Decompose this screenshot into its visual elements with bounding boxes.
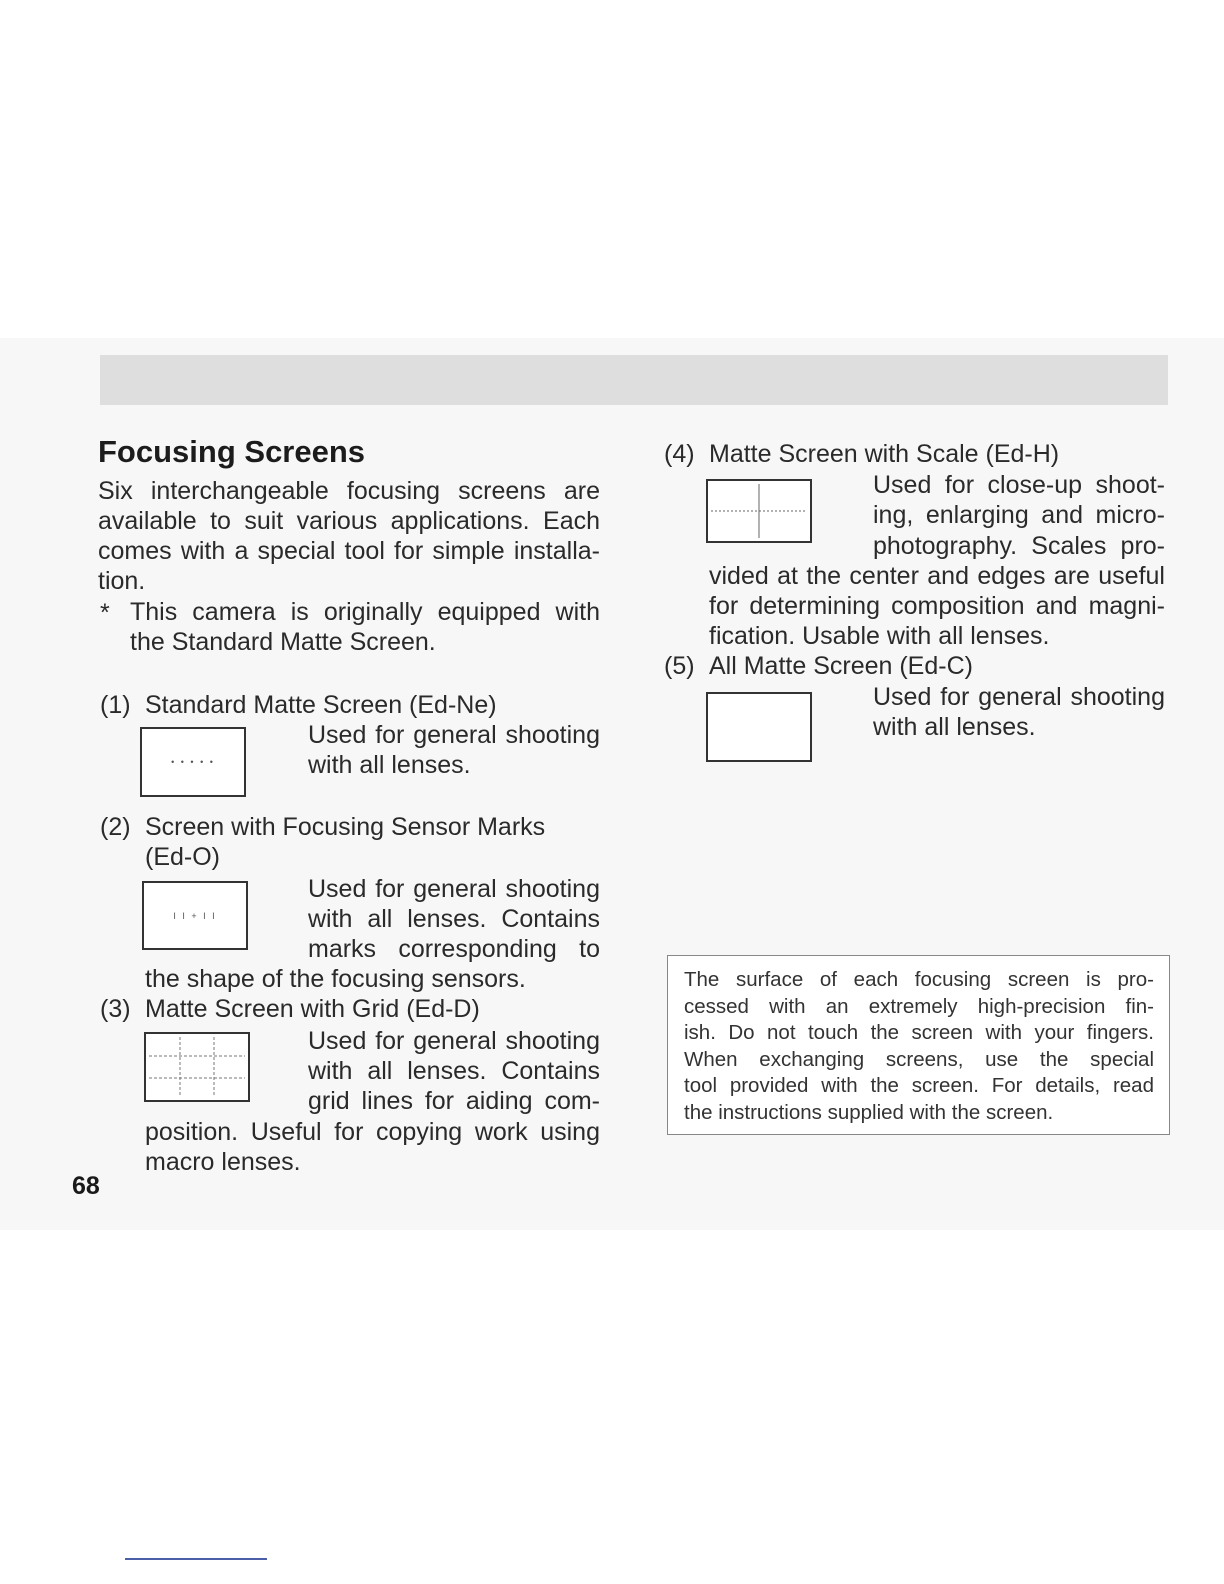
footnote-line: the Standard Matte Screen. xyxy=(130,628,436,656)
screen-3-desc: with all lenses. Contains xyxy=(308,1057,600,1085)
screen-5-diagram xyxy=(706,692,812,762)
screen-3-desc: grid lines for aiding com- xyxy=(308,1087,600,1115)
note-line: the instructions supplied with the screen. xyxy=(684,1100,1054,1124)
screen-2-desc: marks corresponding to xyxy=(308,935,600,963)
grid-lines-icon xyxy=(146,1034,248,1100)
intro-line: Six interchangeable focusing screens are xyxy=(98,477,600,505)
screen-4-desc: Used for close-up shoot- xyxy=(873,471,1165,499)
screen-2-desc: the shape of the focusing sensors. xyxy=(145,965,526,993)
screen-3-diagram xyxy=(144,1032,250,1102)
screen-3-number: (3) xyxy=(100,995,131,1023)
footer-rule xyxy=(125,1558,267,1560)
precaution-note-box xyxy=(667,955,1170,1135)
screen-5-desc: Used for general shooting xyxy=(873,683,1165,711)
scale-lines-icon xyxy=(708,481,810,541)
screen-4-desc: for determining composition and magni- xyxy=(709,592,1165,620)
screen-5-desc: with all lenses. xyxy=(873,713,1036,741)
screen-3-desc: position. Useful for copying work using xyxy=(145,1118,600,1146)
intro-line: comes with a special tool for simple installa- xyxy=(98,537,600,565)
screen-4-desc: vided at the center and edges are useful xyxy=(709,562,1165,590)
note-line: tool provided with the screen. For details, read xyxy=(684,1074,1154,1097)
screen-5-number: (5) xyxy=(664,652,695,680)
screen-5-title: All Matte Screen (Ed-C) xyxy=(709,652,973,680)
footnote-star: * xyxy=(100,599,110,627)
screen-1-desc: Used for general shooting xyxy=(308,721,600,749)
screen-1-diagram xyxy=(140,727,246,797)
screen-4-number: (4) xyxy=(664,440,695,468)
screen-2-desc: with all lenses. Contains xyxy=(308,905,600,933)
footnote-line: This camera is originally equipped with xyxy=(130,598,600,626)
screen-3-desc: macro lenses. xyxy=(145,1148,301,1176)
screen-3-title: Matte Screen with Grid (Ed-D) xyxy=(145,995,480,1023)
screen-2-marks: I I + I I xyxy=(173,910,217,921)
screen-1-desc: with all lenses. xyxy=(308,751,471,779)
screen-4-desc: ing, enlarging and micro- xyxy=(873,501,1165,529)
screen-4-diagram xyxy=(706,479,812,543)
note-line: When exchanging screens, use the special xyxy=(684,1047,1154,1071)
screen-4-desc: fication. Usable with all lenses. xyxy=(709,622,1050,650)
page-title: Focusing Screens xyxy=(98,434,366,469)
screen-1-title: Standard Matte Screen (Ed-Ne) xyxy=(145,691,497,719)
intro-line: available to suit various applications. Each xyxy=(98,507,600,535)
screen-4-desc: photography. Scales pro- xyxy=(873,532,1165,560)
note-line: ish. Do not touch the screen with your fingers. xyxy=(684,1021,1154,1044)
page-number: 68 xyxy=(72,1172,100,1200)
section-header-bar xyxy=(100,355,1168,405)
screen-2-title-cont: (Ed-O) xyxy=(145,843,220,871)
intro-line: tion. xyxy=(98,567,146,595)
screen-2-desc: Used for general shooting xyxy=(308,875,600,903)
screen-1-number: (1) xyxy=(100,691,131,719)
screen-1-marks: • • • • • xyxy=(171,757,215,767)
screen-3-desc: Used for general shooting xyxy=(308,1027,600,1055)
screen-2-title: Screen with Focusing Sensor Marks xyxy=(145,813,546,841)
note-line: cessed with an extremely high-precision fin- xyxy=(684,994,1154,1018)
note-line: The surface of each focusing screen is pro- xyxy=(684,968,1154,991)
screen-2-diagram xyxy=(142,881,248,950)
screen-2-number: (2) xyxy=(100,813,131,841)
screen-4-title: Matte Screen with Scale (Ed-H) xyxy=(709,440,1060,468)
